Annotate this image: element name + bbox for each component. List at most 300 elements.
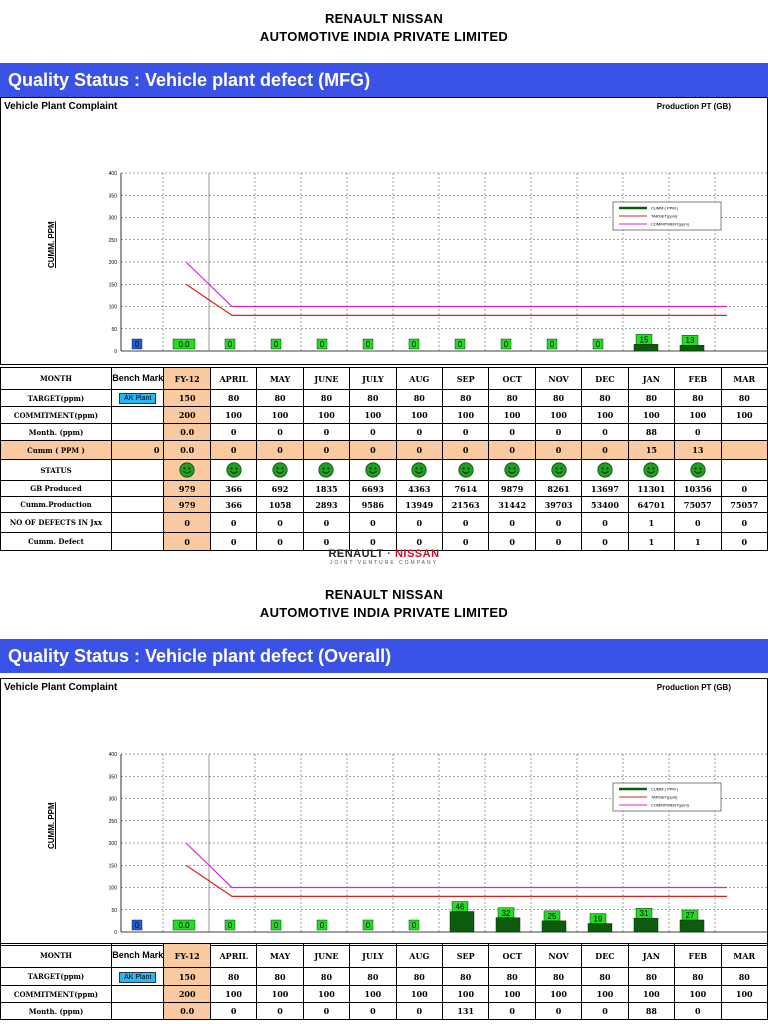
bench-cell: 0 xyxy=(112,441,164,460)
bar-label: 31 xyxy=(639,909,649,919)
bar-label: 0 xyxy=(319,921,325,930)
table-cell: 0 xyxy=(210,533,256,551)
table-cell: 75057 xyxy=(721,497,767,513)
table-cell: 80 xyxy=(396,390,442,407)
bar xyxy=(680,920,704,932)
table-cell: 0 xyxy=(303,441,349,460)
y-tick-label: 200 xyxy=(108,841,117,847)
table-cell: 100 xyxy=(582,986,628,1003)
data-table xyxy=(0,943,768,1020)
table-row xyxy=(1,513,768,533)
table-cell: 80 xyxy=(535,968,581,986)
row-label: STATUS xyxy=(1,460,112,481)
y-tick-label: 0 xyxy=(114,349,117,355)
table-cell: 100 xyxy=(210,986,256,1003)
table-cell: 10356 xyxy=(675,481,721,497)
y-axis-label: CUMM. PPM xyxy=(47,221,56,268)
table-cell xyxy=(210,460,256,481)
y-tick-label: 250 xyxy=(108,237,117,244)
chart-panel xyxy=(0,97,768,365)
table-cell: 80 xyxy=(257,390,303,407)
chart-plot xyxy=(1,679,767,945)
table-row xyxy=(1,1003,768,1020)
table-cell: 131 xyxy=(443,1003,489,1020)
table-cell xyxy=(396,460,442,481)
table-cell xyxy=(721,424,767,441)
table-cell: 0 xyxy=(582,441,628,460)
table-cell: 0 xyxy=(675,513,721,533)
smiley-icon xyxy=(272,462,288,478)
table-cell: 0 xyxy=(210,424,256,441)
table-cell: 100 xyxy=(350,986,396,1003)
bar-label: 0 xyxy=(319,340,325,349)
table-cell: 0 xyxy=(489,1003,535,1020)
table-cell: 21563 xyxy=(443,497,489,513)
table-cell: 0 xyxy=(721,481,767,497)
table-cell: 100 xyxy=(721,407,767,424)
table-cell: 0 xyxy=(350,424,396,441)
table-cell: 100 xyxy=(443,407,489,424)
table-header-cell: AUG xyxy=(396,944,442,968)
table-cell: 75057 xyxy=(675,497,721,513)
table-row xyxy=(1,424,768,441)
table-cell: 100 xyxy=(443,986,489,1003)
table-cell: 80 xyxy=(582,390,628,407)
table-cell: 80 xyxy=(210,390,256,407)
y-tick-label: 300 xyxy=(108,796,117,803)
table-cell: 0 xyxy=(489,441,535,460)
y-tick-label: 250 xyxy=(108,818,117,825)
bench-cell xyxy=(112,1003,164,1020)
table-cell: 0 xyxy=(721,513,767,533)
smiley-icon xyxy=(690,462,706,478)
table-cell: 0 xyxy=(489,533,535,551)
table-cell xyxy=(164,460,210,481)
table-cell: 0 xyxy=(443,533,489,551)
bar xyxy=(496,918,520,932)
bar-label: 0 xyxy=(365,340,371,349)
table-row xyxy=(1,441,768,460)
table-cell: 0 xyxy=(535,533,581,551)
table-cell: 13 xyxy=(675,441,721,460)
table-header-cell: NOV xyxy=(535,944,581,968)
bench-cell xyxy=(112,424,164,441)
table-cell: 9879 xyxy=(489,481,535,497)
table-cell: 80 xyxy=(303,390,349,407)
table-cell: 979 xyxy=(164,497,210,513)
table-cell xyxy=(721,441,767,460)
bench-cell xyxy=(112,986,164,1003)
table-cell: 4363 xyxy=(396,481,442,497)
table-cell: 0 xyxy=(210,441,256,460)
row-label: TARGET(ppm) xyxy=(1,390,112,407)
table-cell xyxy=(535,460,581,481)
table-cell: 80 xyxy=(443,390,489,407)
bar-label: 0 xyxy=(411,921,417,930)
chart-subtitle: Vehicle Plant Complaint xyxy=(4,682,118,693)
table-cell: 13697 xyxy=(582,481,628,497)
table-cell: 80 xyxy=(489,390,535,407)
table-cell: 100 xyxy=(303,986,349,1003)
table-cell: 0.0 xyxy=(164,1003,210,1020)
footer-logo xyxy=(0,548,768,566)
y-tick-label: 300 xyxy=(108,215,117,222)
bar xyxy=(450,912,474,932)
table-header-row xyxy=(1,368,768,390)
table-row xyxy=(1,968,768,986)
table-cell: 80 xyxy=(721,390,767,407)
bar-label: 0.0 xyxy=(178,340,190,349)
table-cell: 39703 xyxy=(535,497,581,513)
y-tick-label: 350 xyxy=(108,774,117,781)
bar xyxy=(542,921,566,932)
table-cell xyxy=(257,460,303,481)
table-cell: 0 xyxy=(257,1003,303,1020)
table-cell: 100 xyxy=(257,986,303,1003)
y-tick-label: 50 xyxy=(111,326,117,333)
table-cell: 200 xyxy=(164,986,210,1003)
table-cell: 0.0 xyxy=(164,424,210,441)
smiley-icon xyxy=(504,462,520,478)
row-label: NO OF DEFECTS IN Jxx xyxy=(1,513,112,533)
bench-cell xyxy=(112,390,164,407)
row-label: Cumm ( PPM ) xyxy=(1,441,112,460)
table-cell: 0 xyxy=(396,513,442,533)
table-cell: 0 xyxy=(396,441,442,460)
bar-label: 0 xyxy=(549,340,555,349)
legend-entry: CUMM ( PPM ) xyxy=(651,205,679,211)
table-header-cell: OCT xyxy=(489,368,535,390)
table-cell: 100 xyxy=(675,986,721,1003)
table-cell: 0 xyxy=(396,424,442,441)
table-cell: 0 xyxy=(164,513,210,533)
table-cell: 100 xyxy=(489,986,535,1003)
table-header-cell: DEC xyxy=(582,944,628,968)
table-cell: 0 xyxy=(582,424,628,441)
table-cell: 80 xyxy=(721,968,767,986)
table-cell: 0 xyxy=(257,533,303,551)
table-cell xyxy=(303,460,349,481)
bench-cell xyxy=(112,481,164,497)
bar-label: 0 xyxy=(273,921,279,930)
table-cell: 0 xyxy=(443,513,489,533)
bar-label: 46 xyxy=(455,902,465,912)
y-tick-label: 400 xyxy=(108,752,117,758)
table-header-row xyxy=(1,944,768,968)
table-cell: 100 xyxy=(582,407,628,424)
table-cell: 1 xyxy=(675,533,721,551)
table-cell: 0 xyxy=(257,424,303,441)
table-cell: 100 xyxy=(535,407,581,424)
bench-badge: AK Plant xyxy=(119,393,156,404)
table-cell: 0 xyxy=(164,533,210,551)
table-cell: 88 xyxy=(628,1003,674,1020)
table-cell xyxy=(721,460,767,481)
table-cell: 100 xyxy=(628,407,674,424)
table-cell: 0 xyxy=(210,513,256,533)
bar-label: 19 xyxy=(593,914,603,924)
table-cell: 0 xyxy=(582,513,628,533)
smiley-icon xyxy=(411,462,427,478)
table-cell: 0 xyxy=(582,533,628,551)
company-name: RENAULT NISSAN xyxy=(324,587,444,602)
table-header-cell: JAN xyxy=(628,368,674,390)
table-cell: 80 xyxy=(350,390,396,407)
table-cell: 100 xyxy=(721,986,767,1003)
table-cell: 1058 xyxy=(257,497,303,513)
table-cell: 100 xyxy=(210,407,256,424)
target-line xyxy=(186,865,727,896)
table-cell: 100 xyxy=(535,986,581,1003)
bar-label: 0 xyxy=(227,340,233,349)
table-cell: 2893 xyxy=(303,497,349,513)
bar-label: 0 xyxy=(227,921,233,930)
smiley-icon xyxy=(643,462,659,478)
table-cell: 0 xyxy=(303,424,349,441)
table-cell: 0 xyxy=(303,1003,349,1020)
table-header-cell: MONTH xyxy=(1,944,112,968)
bar-label: 13 xyxy=(685,336,695,346)
table-cell xyxy=(350,460,396,481)
table-cell xyxy=(489,460,535,481)
table-cell: 13949 xyxy=(396,497,442,513)
row-label: Month. (ppm) xyxy=(1,424,112,441)
table-header-cell: MONTH xyxy=(1,368,112,390)
table-cell: 8261 xyxy=(535,481,581,497)
smiley-icon xyxy=(458,462,474,478)
table-cell: 80 xyxy=(489,968,535,986)
table-cell: 88 xyxy=(628,424,674,441)
table-cell: 80 xyxy=(675,390,721,407)
bench-cell xyxy=(112,497,164,513)
bench-badge: AK Plant xyxy=(119,972,156,983)
table-cell: 0 xyxy=(489,424,535,441)
bar xyxy=(680,345,704,351)
y-tick-label: 150 xyxy=(108,863,117,870)
table-cell: 150 xyxy=(164,968,210,986)
y-axis-label: CUMM. PPM xyxy=(47,802,56,849)
slide-title: Quality Status : Vehicle plant defect (MFG) xyxy=(0,63,768,97)
y-tick-label: 200 xyxy=(108,260,117,266)
bar-label: 0 xyxy=(503,340,509,349)
logo-renault: RENAULT xyxy=(328,548,384,560)
chart-panel xyxy=(0,678,768,946)
table-cell: 80 xyxy=(582,968,628,986)
bench-cell xyxy=(112,407,164,424)
table-cell: 53400 xyxy=(582,497,628,513)
slide-title: Quality Status : Vehicle plant defect (Overall) xyxy=(0,639,768,673)
table-cell: 0 xyxy=(303,513,349,533)
row-label: GB Produced xyxy=(1,481,112,497)
bar-label: 0 xyxy=(365,921,371,930)
bench-cell xyxy=(112,513,164,533)
bar-label: 0 xyxy=(134,340,140,349)
table-cell: 0 xyxy=(535,424,581,441)
table-row xyxy=(1,460,768,481)
smiley-icon xyxy=(226,462,242,478)
table-row xyxy=(1,986,768,1003)
table-cell: 0 xyxy=(675,1003,721,1020)
table-cell: 0 xyxy=(675,424,721,441)
table-cell: 1 xyxy=(628,513,674,533)
table-header-cell: MAY xyxy=(257,944,303,968)
table-cell: 0 xyxy=(443,424,489,441)
table-cell: 150 xyxy=(164,390,210,407)
table-cell: 0 xyxy=(535,1003,581,1020)
table-header-cell: SEP xyxy=(443,944,489,968)
table-header-cell: MAY xyxy=(257,368,303,390)
y-tick-label: 150 xyxy=(108,282,117,289)
table-cell xyxy=(675,460,721,481)
bar-label: 0 xyxy=(457,340,463,349)
table-cell: 0 xyxy=(350,1003,396,1020)
bar-label: 0 xyxy=(595,340,601,349)
table-cell: 0 xyxy=(535,513,581,533)
table-cell: 100 xyxy=(396,986,442,1003)
table-cell: 979 xyxy=(164,481,210,497)
table-cell: 7614 xyxy=(443,481,489,497)
table-cell: 80 xyxy=(628,968,674,986)
table-header-cell: JULY xyxy=(350,368,396,390)
table-cell: 100 xyxy=(396,407,442,424)
table-cell: 0 xyxy=(396,533,442,551)
table-cell: 80 xyxy=(303,968,349,986)
table-header-cell: JULY xyxy=(350,944,396,968)
table-cell: 0 xyxy=(489,513,535,533)
table-header-cell: JAN xyxy=(628,944,674,968)
table-header-cell: MAR xyxy=(721,944,767,968)
chart-top-right-label: Production PT (GB) xyxy=(656,683,731,692)
table-header-cell: APRIL xyxy=(210,944,256,968)
bar-label: 32 xyxy=(501,908,511,918)
table-cell: 0 xyxy=(257,441,303,460)
bar-label: 15 xyxy=(639,335,649,345)
smiley-icon xyxy=(551,462,567,478)
table-cell xyxy=(628,460,674,481)
table-header-cell: SEP xyxy=(443,368,489,390)
table-cell: 366 xyxy=(210,497,256,513)
table-cell: 80 xyxy=(210,968,256,986)
table-cell: 100 xyxy=(489,407,535,424)
row-label: Month. (ppm) xyxy=(1,1003,112,1020)
smiley-icon xyxy=(179,462,195,478)
chart-plot xyxy=(1,98,767,364)
y-tick-label: 100 xyxy=(108,885,117,892)
smiley-icon xyxy=(318,462,334,478)
table-header-cell: MAR xyxy=(721,368,767,390)
row-label: TARGET(ppm) xyxy=(1,968,112,986)
bar xyxy=(588,924,612,932)
table-row xyxy=(1,497,768,513)
table-cell: 80 xyxy=(443,968,489,986)
logo-dot: · xyxy=(383,548,395,560)
table-cell: 11301 xyxy=(628,481,674,497)
company-name: RENAULT NISSAN xyxy=(324,11,444,26)
row-label: Cumm.Production xyxy=(1,497,112,513)
table-cell: 100 xyxy=(350,407,396,424)
table-header-cell: Bench Mark xyxy=(112,368,164,390)
logo-nissan: NISSAN xyxy=(394,548,440,560)
row-label: COMMITMENT(ppm) xyxy=(1,407,112,424)
bar-label: 0 xyxy=(134,921,140,930)
table-header-cell: FEB xyxy=(675,944,721,968)
legend-entry: TARGET(ppm) xyxy=(651,213,678,219)
bar xyxy=(634,344,658,351)
bar-label: 0 xyxy=(273,340,279,349)
y-tick-label: 0 xyxy=(114,930,117,936)
row-label: COMMITMENT(ppm) xyxy=(1,986,112,1003)
legend-entry: COMMITMENT(ppm) xyxy=(651,221,689,227)
legend-entry: COMMITMENT(ppm) xyxy=(651,802,689,808)
table-cell: 0 xyxy=(257,513,303,533)
bar-label: 25 xyxy=(547,911,557,921)
bench-cell xyxy=(112,968,164,986)
table-cell: 0 xyxy=(443,441,489,460)
table-cell: 80 xyxy=(350,968,396,986)
table-cell: 100 xyxy=(303,407,349,424)
table-cell: 0 xyxy=(350,533,396,551)
table-cell: 100 xyxy=(675,407,721,424)
table-header-cell: FY-12 xyxy=(164,944,210,968)
table-header-cell: JUNE xyxy=(303,368,349,390)
table-cell: 0.0 xyxy=(164,441,210,460)
data-table xyxy=(0,367,768,551)
table-cell: 200 xyxy=(164,407,210,424)
table-cell: 0 xyxy=(582,1003,628,1020)
table-cell: 80 xyxy=(535,390,581,407)
table-cell: 0 xyxy=(396,1003,442,1020)
table-header-cell: APRIL xyxy=(210,368,256,390)
table-cell: 366 xyxy=(210,481,256,497)
table-row xyxy=(1,407,768,424)
table-row xyxy=(1,390,768,407)
table-cell: 80 xyxy=(628,390,674,407)
bar-label: 27 xyxy=(685,910,695,920)
table-cell: 80 xyxy=(396,968,442,986)
legend-entry: CUMM ( PPM ) xyxy=(651,786,679,792)
table-cell: 100 xyxy=(628,986,674,1003)
bar-label: 0 xyxy=(411,340,417,349)
y-tick-label: 400 xyxy=(108,171,117,177)
slide-overall xyxy=(0,576,768,1024)
company-subtitle: AUTOMOTIVE INDIA PRIVATE LIMITED xyxy=(259,29,509,44)
table-cell: 0 xyxy=(350,513,396,533)
table-header-cell: AUG xyxy=(396,368,442,390)
table-cell: 80 xyxy=(675,968,721,986)
table-cell: 6693 xyxy=(350,481,396,497)
table-cell: 692 xyxy=(257,481,303,497)
logo-sub: JOINT VENTURE COMPANY xyxy=(330,560,438,566)
legend-entry: TARGET(ppm) xyxy=(651,794,678,800)
table-header-cell: OCT xyxy=(489,944,535,968)
smiley-icon xyxy=(365,462,381,478)
table-cell: 0 xyxy=(535,441,581,460)
table-cell: 0 xyxy=(350,441,396,460)
table-cell: 31442 xyxy=(489,497,535,513)
table-header-cell: FY-12 xyxy=(164,368,210,390)
y-tick-label: 100 xyxy=(108,304,117,311)
table-cell xyxy=(582,460,628,481)
table-cell: 9586 xyxy=(350,497,396,513)
table-cell: 15 xyxy=(628,441,674,460)
table-header-cell: FEB xyxy=(675,368,721,390)
table-header-cell: NOV xyxy=(535,368,581,390)
table-cell xyxy=(443,460,489,481)
table-cell: 0 xyxy=(721,533,767,551)
table-cell: 0 xyxy=(210,1003,256,1020)
smiley-icon xyxy=(597,462,613,478)
y-tick-label: 350 xyxy=(108,193,117,200)
